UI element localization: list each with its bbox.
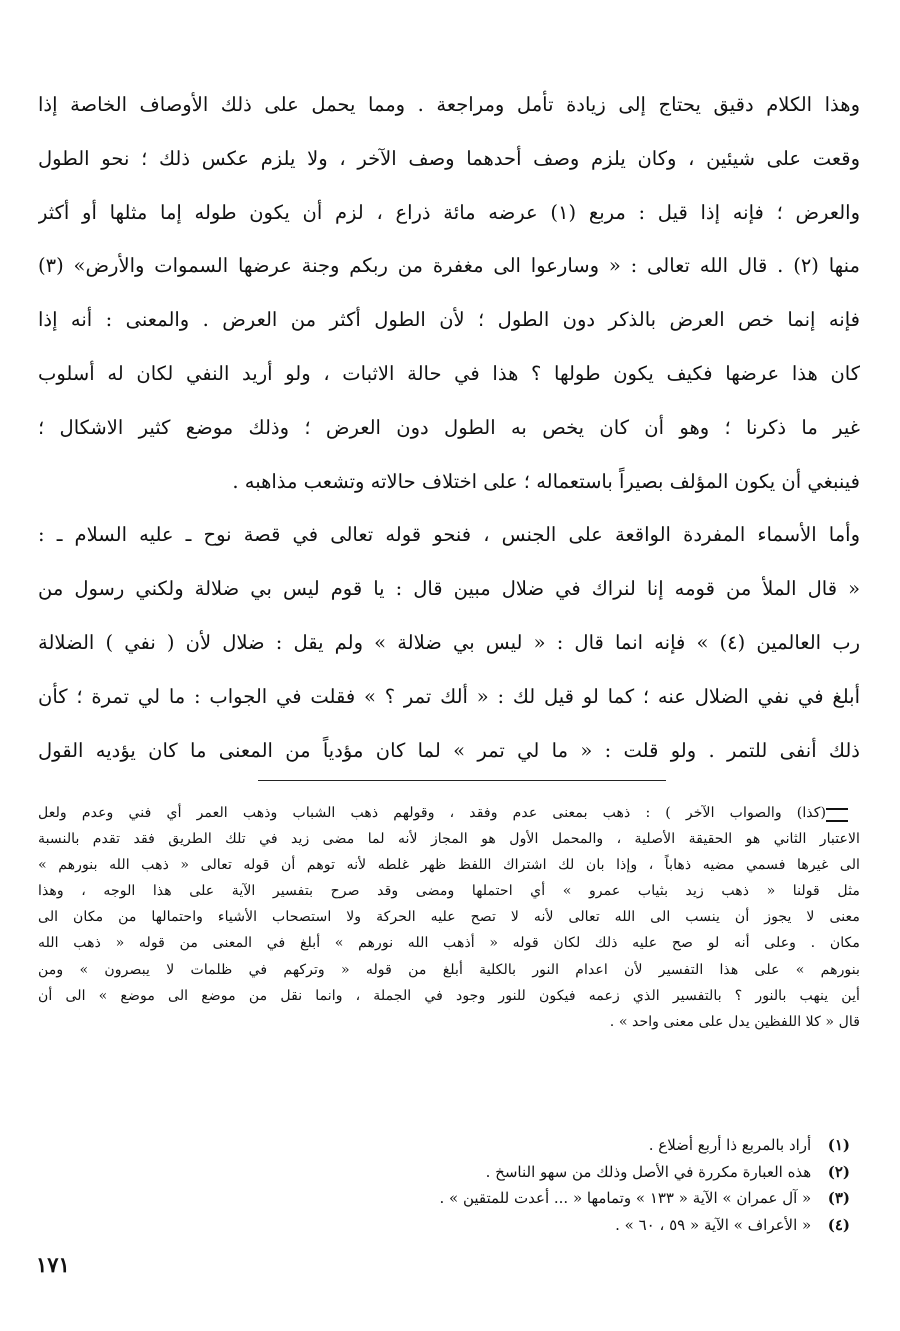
- note-text: هذه العبارة مكررة في الأصل وذلك من سهو الناسخ .: [485, 1162, 812, 1181]
- note-item: [440, 1212, 851, 1239]
- text-line: ذلك أنفى للتمر . ولو قلت : « ما لي تمر » لما كان مؤدياً من المعنى ما كان يؤديه القول: [38, 738, 860, 762]
- text-line: وهذا الكلام دقيق يحتاج إلى زيادة تأمل ومراجعة . ومما يحمل على ذلك الأوصاف الخاصة إذا: [38, 93, 860, 116]
- text-line: فإنه إنما خص العرض بالذكر دون الطول ؛ لأن الطول أكثر من العرض . والمعنى : أنه إذا: [38, 308, 860, 332]
- text-line: منها (٢) . قال الله تعالى : « وسارعوا الى مغفرة من ربكم وجنة عرضها السموات والأرض» (٣): [38, 254, 860, 278]
- note-number: (٢): [827, 1162, 850, 1181]
- footnote-line: معنى لا يجوز أن ينسب الى الله تعالى لأنه لا تصح عليه الحركة ولا استصحاب الأشياء واحتمالها من مكان الى: [38, 909, 860, 926]
- footnote-line: بنورهم » على هذا التفسير لأن اعدام النور بالكلية أبلغ من قوله « وتركهم في ظلمات لا يبصرون » ومن: [38, 961, 860, 978]
- note-text: أراد بالمربع ذا أربع أضلاع .: [648, 1136, 812, 1154]
- note-item: [440, 1185, 851, 1212]
- footnote-line: مكان . وعلى أنه لو صح عليه ذلك لكان قوله « أذهب الله نورهم » أبلغ في المعنى من قوله « ذهب الله: [38, 935, 860, 952]
- footnote-line: الى غيرها فسمي مضيه ذهاباً ، وإذا بان لك اشتراك اللفظ ظهر غلطه لأنه توهم أن قوله تعالى « ذهب الله بنورهم »: [38, 857, 860, 874]
- footnote-line: أين ينهب بالنور ؟ بالتفسير الذي زعمه فيكون للنور وجود في الجملة ، وانما نقل من موضع الى موضع » الى أن: [38, 987, 860, 1004]
- note-number: (١): [827, 1136, 850, 1154]
- note-number: (٤): [827, 1215, 850, 1234]
- note-item: [440, 1132, 851, 1159]
- footnote-separator: [258, 780, 666, 781]
- text-line: فينبغي أن يكون المؤلف بصيراً باستعماله ؛ على اختلاف حالاته وتشعب مذاهبه .: [232, 469, 860, 493]
- page-number: ١٧١: [36, 1252, 70, 1277]
- text-line: وأما الأسماء المفردة الواقعة على الجنس ، فنحو قوله تعالى في قصة نوح ـ عليه السلام ـ :: [38, 523, 860, 547]
- footnote-line: مثل قولنا « ذهب زيد بثياب عمرو » أي احتملها ومضى وقد صرح بتفسير الآية على هذا الوجه ، وهذا: [38, 883, 860, 900]
- note-item: [440, 1159, 851, 1186]
- text-line: « قال الملأ من قومه إنا لنراك في ضلال مبين قال : يا قوم ليس بي ضلالة ولكني رسول من: [38, 577, 860, 601]
- note-text: « الأعراف » الآية « ٥٩ ، ٦٠ » .: [615, 1215, 812, 1234]
- footnote-line: الاعتبار الثاني هو الحقيقة الأصلية ، والمحمل الأول هو المجاز لأنه لما مضى زيد في تلك الطريق فقد تقدم بالنسبة: [38, 831, 860, 848]
- main-text: [38, 78, 860, 777]
- text-line: رب العالمين (٤) » فإنه انما قال : « ليس بي ضلالة » ولم يقل : ضلال لأن ( نفي ) الضلالة: [38, 630, 860, 654]
- text-line: غير ما ذكرنا ؛ وهو أن كان يخص به الطول دون العرض ؛ وذلك موضع كثير الاشكال ؛: [38, 415, 860, 439]
- text-line: والعرض ؛ فإنه إذا قيل : مربع (١) عرضه مائة ذراع ، لزم أن يكون طوله إما مثلها أو أكثر: [38, 200, 860, 224]
- text-line: وقعت على شيئين ، وكان يلزم وصف أحدهما وصف الآخر ، ولا يلزم عكس ذلك ؛ نحو الطول: [38, 146, 860, 170]
- numbered-notes: [440, 1132, 851, 1238]
- footnote-line: (كذا) والصواب الآخر ) : ذهب بمعنى عدم وفقد ، وقولهم ذهب الشباب وذهب العمر أي فني وعدم ولعل: [38, 805, 826, 821]
- text-line: أبلغ في نفي الضلال عنه ؛ كما لو قيل لك : « ألك تمر ؟ » فقلت في الجواب : ما لي تمرة ؛ كأن: [38, 684, 860, 708]
- footnote-line: قال « كلا اللفظين يدل على معنى واحد » .: [609, 1013, 860, 1030]
- footnote-text: [38, 800, 860, 1035]
- note-text: « آل عمران » الآية « ١٣٣ » وتمامها « ... أعدت للمتقين » .: [439, 1189, 812, 1207]
- text-line: كان هذا عرضها فكيف يكون طولها ؟ هذا في حالة الاثبات ، ولو أريد النفي لكان له أسلوب: [38, 361, 860, 385]
- note-number: (٣): [827, 1189, 850, 1207]
